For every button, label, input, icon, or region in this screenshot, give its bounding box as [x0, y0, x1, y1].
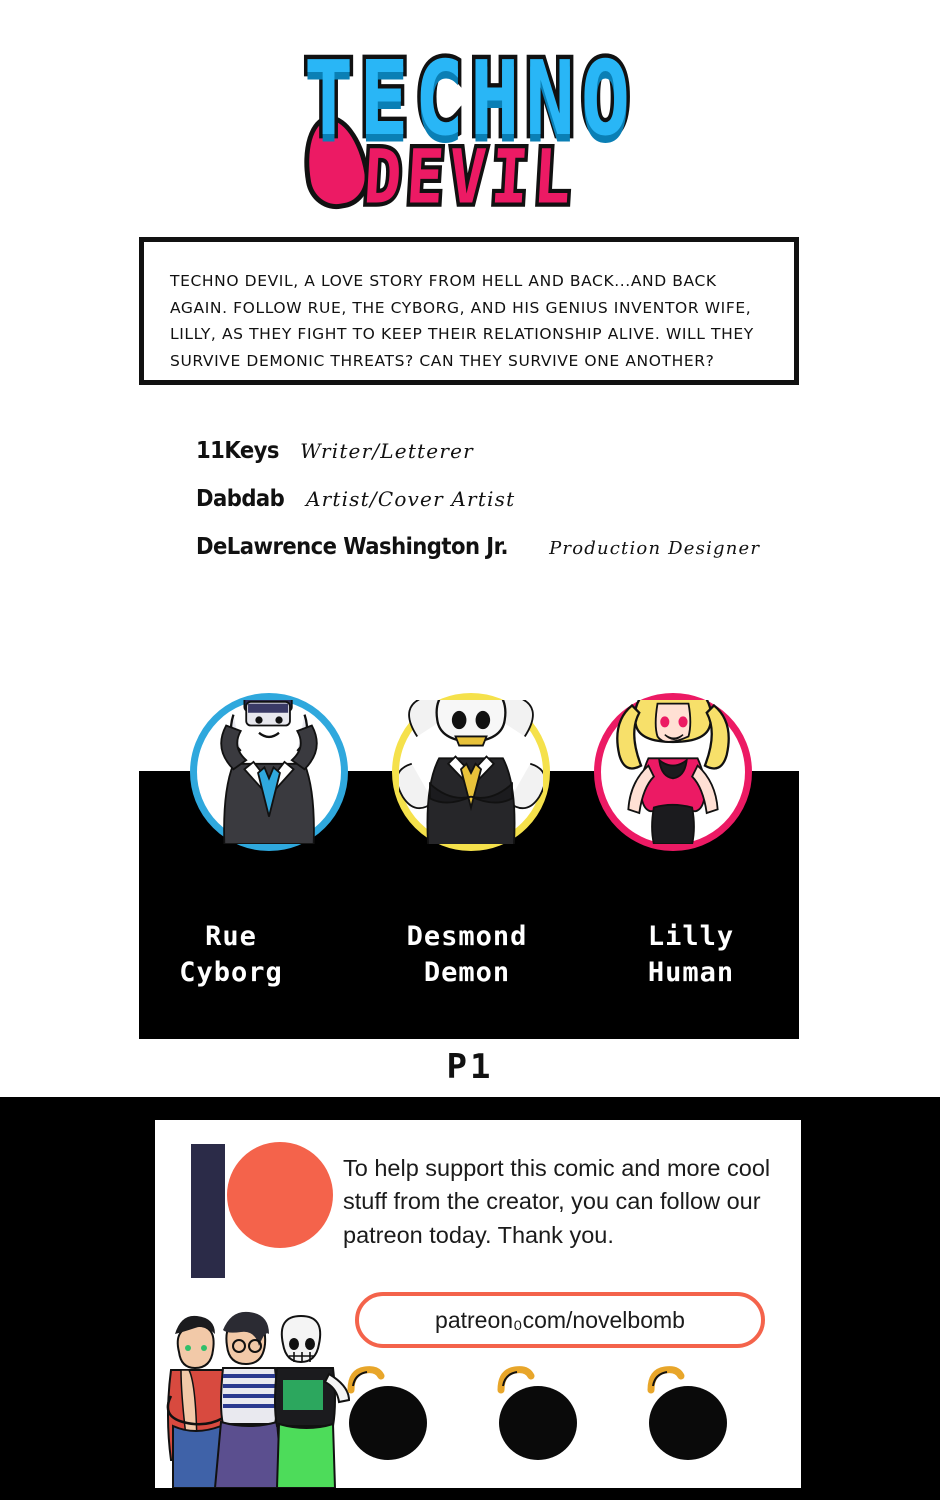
rue-illustration — [197, 700, 341, 844]
synopsis-box — [139, 237, 799, 385]
creators-illustration — [161, 1300, 351, 1488]
bomb-body — [499, 1386, 577, 1460]
character-name: Rue — [205, 921, 257, 952]
character-species: Cyborg — [179, 957, 283, 989]
patreon-logo-icon — [173, 1142, 333, 1282]
credit-row — [196, 438, 836, 472]
credit-name: 11Keys — [196, 438, 279, 464]
patreon-url-label: patreon₀com/novelbomb — [435, 1306, 685, 1333]
bomb-fuse — [645, 1364, 689, 1394]
bomb-fuse — [345, 1364, 389, 1394]
credit-name: Dabdab — [196, 486, 285, 512]
title-logo — [0, 0, 940, 221]
credit-role: Writer/Letterer — [300, 439, 474, 463]
character-name: Lilly — [647, 921, 735, 952]
bomb-icon — [641, 1364, 737, 1460]
credit-role: Production Designer — [549, 538, 761, 559]
logo-line-devil: DEVIL — [361, 132, 579, 221]
character-label — [601, 919, 781, 992]
patreon-url-button[interactable] — [355, 1292, 765, 1348]
bomb-body — [349, 1386, 427, 1460]
patreon-message: To help support this comic and more cool stuff from the creator, you can follow our patreon today. Thank you. — [343, 1155, 771, 1248]
credits-list — [196, 438, 836, 582]
character-label — [141, 919, 321, 992]
synopsis-text: TECHNO DEVIL, A LOVE STORY FROM HELL AND BACK...AND BACK AGAIN. FOLLOW RUE, THE CYBORG, AND HIS GENIUS INVENTOR WIFE, LILLY, AS THEY FIGHT TO KEEP THEIR RELATIONSHIP ALIVE. WILL THEY SURVIVE DEMONIC THREATS? CAN THEY SURVIVE ONE ANOTHER? — [170, 272, 754, 370]
bomb-fuse — [495, 1364, 539, 1394]
character-species: Demon — [423, 957, 511, 989]
credit-name: DeLawrence Washington Jr. — [196, 534, 508, 560]
bomb-icon — [341, 1364, 437, 1460]
lilly-illustration — [601, 700, 745, 844]
character-portrait-lilly — [594, 693, 752, 851]
character-label — [377, 919, 557, 992]
character-species: Human — [647, 957, 735, 989]
bomb-body — [649, 1386, 727, 1460]
bomb-icon — [491, 1364, 587, 1460]
patreon-card — [155, 1120, 801, 1488]
credit-row — [196, 534, 836, 568]
character-portrait-rue — [190, 693, 348, 851]
patreon-circle-shape — [227, 1142, 333, 1248]
character-portrait-desmond — [392, 693, 550, 851]
desmond-illustration — [399, 700, 543, 844]
character-name: Desmond — [406, 921, 528, 952]
credit-role: Artist/Cover Artist — [305, 487, 516, 511]
logo-line-techno: TECHNO — [303, 40, 637, 159]
patreon-bar-shape — [191, 1144, 225, 1278]
page-number: P1 — [446, 1047, 494, 1087]
bomb-icon-row — [341, 1364, 781, 1474]
credit-row — [196, 486, 836, 520]
